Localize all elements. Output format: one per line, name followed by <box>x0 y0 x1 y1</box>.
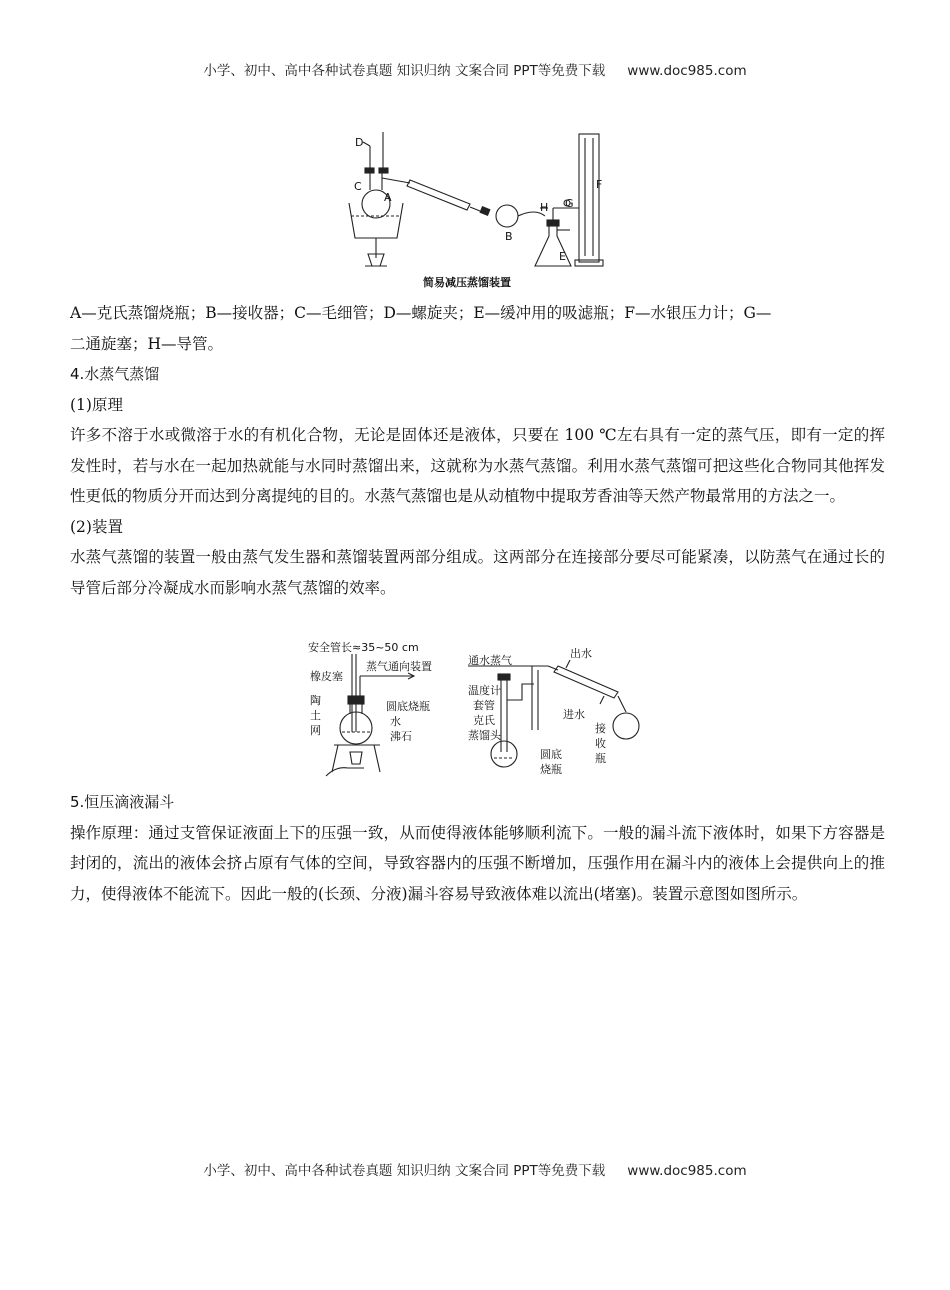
footer-text: 小学、初中、高中各种试卷真题 知识归纳 文案合同 PPT等免费下载 <box>203 1163 606 1179</box>
label-receiver-1: 接 <box>595 722 606 735</box>
label-stones: 沸石 <box>390 730 412 743</box>
page-footer <box>0 1159 950 1179</box>
figure1-caption: 简易减压蒸馏装置 <box>423 276 511 289</box>
label-water-in: 进水 <box>563 708 585 721</box>
vacuum-distillation-diagram <box>335 128 607 292</box>
section4-title: 4.水蒸气蒸馏 <box>70 365 160 383</box>
section4-para1: 许多不溶于水或微溶于水的有机化合物，无论是固体还是液体，只要在 100 ℃左右具有一定的蒸气压，即有一定的挥发性时，若与水在一起加热就能与水同时蒸馏出来，这就称为水蒸气蒸馏。利用水蒸气蒸馏可把这些化合物同其他挥发性更低的物质分开而达到分离提纯的目的。水蒸气蒸馏也是从动植物中提取芳香油等天然产物最常用的方法之一。 <box>70 426 885 505</box>
label-rbflask-1: 圆底 <box>540 748 562 761</box>
label-claisen-2: 蒸馏头 <box>468 729 501 742</box>
legend-line-2: 二通旋塞；H—导管。 <box>70 334 224 353</box>
label-steam-in: 通水蒸气 <box>468 654 512 667</box>
label-H: H <box>540 201 549 214</box>
label-stopper: 橡皮塞 <box>310 670 343 683</box>
label-water-out: 出水 <box>570 647 592 660</box>
label-rbflask-2: 烧瓶 <box>540 763 562 776</box>
label-claisen-1: 克氏 <box>473 714 495 727</box>
label-safety-tube: 安全管长≈35~50 cm <box>308 641 419 654</box>
label-C: C <box>354 180 362 193</box>
legend-line-1: A—克氏蒸馏烧瓶；B—接收器；C—毛细管；D—螺旋夹；E—缓冲用的吸滤瓶；F—水银压力计；G— <box>70 304 772 322</box>
label-D: D <box>355 136 364 149</box>
footer-url[interactable]: www.doc985.com <box>627 1163 747 1179</box>
label-B: B <box>505 230 513 243</box>
label-F: F <box>596 178 603 191</box>
section4-sub2: (2)装置 <box>70 517 123 536</box>
section5 <box>70 787 885 909</box>
label-thermometer: 温度计 <box>468 684 501 697</box>
content-body <box>70 298 885 603</box>
section5-para: 操作原理：通过支管保证液面上下的压强一致，从而使得液体能够顺利流下。一般的漏斗流下液体时，如果下方容器是封闭的，流出的液体会挤占原有气体的空间，导致容器内的压强不断增加，压强作用在漏斗内的液体上会提供向上的推力，使得液体不能流下。因此一般的(长颈、分液)漏斗容易导致液体难以流出(堵塞)。装置示意图如图所示。 <box>70 823 885 903</box>
label-A: A <box>384 191 392 204</box>
figure-steam-distillation <box>308 640 653 782</box>
header-url[interactable]: www.doc985.com <box>627 63 747 79</box>
steam-distillation-diagram <box>308 640 653 782</box>
page-header <box>0 59 950 79</box>
label-flask: 圆底烧瓶 <box>386 700 430 713</box>
label-gauze-2: 土 <box>310 709 321 722</box>
label-receiver-2: 收 <box>595 737 606 750</box>
section5-title: 5.恒压滴液漏斗 <box>70 793 175 811</box>
label-to-device: 蒸气通向装置 <box>366 660 432 673</box>
label-water: 水 <box>390 715 401 728</box>
label-receiver-3: 瓶 <box>595 752 606 765</box>
section4-para2: 水蒸气蒸馏的装置一般由蒸气发生器和蒸馏装置两部分组成。这两部分在连接部分要尽可能紧凑，以防蒸气在通过长的导管后部分冷凝成水而影响水蒸气蒸馏的效率。 <box>70 548 885 597</box>
header-text: 小学、初中、高中各种试卷真题 知识归纳 文案合同 PPT等免费下载 <box>203 63 606 79</box>
label-G: G <box>565 197 574 210</box>
label-E: E <box>559 250 566 263</box>
label-gauze-1: 陶 <box>310 694 321 707</box>
label-sleeve: 套管 <box>473 699 495 712</box>
figure-vacuum-distillation <box>335 128 607 292</box>
section4-sub1: (1)原理 <box>70 395 123 414</box>
label-gauze-3: 网 <box>310 724 321 737</box>
